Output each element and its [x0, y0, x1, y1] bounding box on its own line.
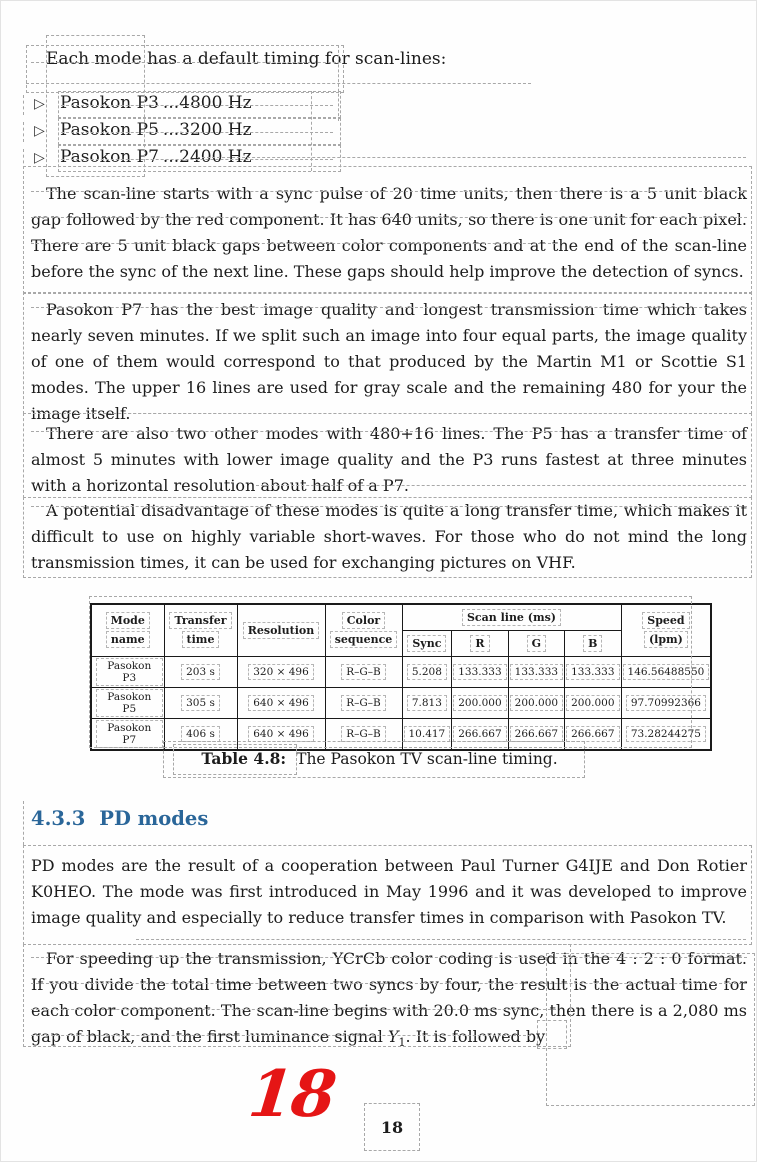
annotation-line: [311, 91, 312, 171]
section-heading: [31, 807, 208, 830]
cell-transfer: 203 s: [164, 656, 237, 687]
col-header-color: Color sequence: [325, 604, 402, 656]
cell-g: 200.000: [508, 687, 564, 718]
cell-speed: 97.70992366: [621, 687, 711, 718]
annotation-line: [23, 801, 24, 845]
cell-color: R–G–B: [325, 656, 402, 687]
list-item: [34, 147, 252, 167]
triangle-bullet-icon: ▷: [34, 123, 45, 139]
cell-speed: 146.56488550: [621, 656, 711, 687]
table-row: [91, 687, 711, 718]
timing-table: [90, 603, 712, 751]
paragraph: The scan-line starts with a sync pulse of 20 time units, then there is a 5 unit black gap followed by the red component. It has 640 units, so there is one unit for each pixel. There are 5 unit black gaps between color components and at the end of the scan-line before the sync of the next line. These gaps should help improve the detection of syncs.: [31, 184, 747, 281]
mode-name: Pasokon P3: [60, 93, 159, 113]
col-header-transfer: Transfer time: [164, 604, 237, 656]
cell-mode: Pasokon P3: [91, 656, 164, 687]
list-item: [34, 93, 252, 113]
cell-r: 133.333: [452, 656, 508, 687]
paragraph: PD modes are the result of a cooperation between Paul Turner G4IJE and Don Rotier K0HEO. The mode was first introduced in May 1996 and it was developed to improve image quality and especially to reduce transfer times in comparison with Pasokon TV.: [31, 856, 747, 927]
cell-resolution: 640 × 496: [237, 687, 325, 718]
cell-b: 266.667: [565, 718, 621, 750]
paragraph: There are also two other modes with 480+16 lines. The P5 has a transfer time of almost 5 minutes with lower image quality and the P3 runs fastest at three minutes with a horizontal resolution about half of a P7.: [31, 424, 747, 495]
mode-name: Pasokon P7: [60, 147, 159, 167]
mode-frequency: ...4800 Hz: [162, 93, 252, 113]
col-header-resolution: Resolution: [237, 604, 325, 656]
cell-resolution: 640 × 496: [237, 718, 325, 750]
paragraph-text: For speeding up the transmission, YCrCb color coding is used in the 4 : 2 : 0 format. If you divide the total time between two syncs by four, the result is the actual time for each color component. The scan-line begins with 20.0 ms sync, then there is a 2,080 ms gap of black, and the first luminance signal: [31, 949, 747, 1046]
annotation-line: [23, 149, 24, 169]
cell-speed: 73.28244275: [621, 718, 711, 750]
triangle-bullet-icon: ▷: [34, 96, 45, 112]
luminance-symbol: Y: [387, 1027, 399, 1046]
luminance-subscript: 1: [398, 1036, 406, 1049]
cell-transfer: 406 s: [164, 718, 237, 750]
annotation-line: [197, 157, 746, 158]
col-header-mode: Mode name: [91, 604, 164, 656]
table-caption: [1, 749, 757, 768]
col-header-scanline-group: Scan line (ms): [402, 604, 621, 630]
annotation-line: [23, 95, 24, 115]
table-caption-label: Table 4.8:: [201, 749, 287, 768]
cell-transfer: 305 s: [164, 687, 237, 718]
cell-r: 200.000: [452, 687, 508, 718]
triangle-bullet-icon: ▷: [34, 150, 45, 166]
col-header-g: G: [508, 630, 564, 656]
cell-color: R–G–B: [325, 718, 402, 750]
paragraph: A potential disadvantage of these modes is quite a long transfer time, which makes it difficult to use on highly variable short-waves. For those who do not mind the long transmission times, it can be used for exchanging pictures on VHF.: [31, 501, 747, 572]
cell-r: 266.667: [452, 718, 508, 750]
paragraph: [31, 946, 747, 1056]
cell-sync: 10.417: [402, 718, 452, 750]
table-row: [91, 718, 711, 750]
cell-mode: Pasokon P5: [91, 687, 164, 718]
annotation-line: [136, 939, 746, 940]
section-title: PD modes: [99, 807, 209, 830]
red-stamp-number: 18: [245, 1057, 339, 1132]
section-number: 4.3.3: [31, 807, 86, 830]
mode-frequency: ...3200 Hz: [162, 120, 252, 140]
cell-g: 133.333: [508, 656, 564, 687]
table-caption-text: The Pasokon TV scan-line timing.: [296, 750, 558, 768]
intro-line: Each mode has a default timing for scan-lines:: [46, 49, 447, 69]
annotation-line: [23, 122, 24, 142]
mode-name: Pasokon P5: [60, 120, 159, 140]
cell-sync: 7.813: [402, 687, 452, 718]
col-header-sync: Sync: [402, 630, 452, 656]
list-item: [34, 120, 252, 140]
cell-resolution: 320 × 496: [237, 656, 325, 687]
col-header-speed: Speed (lpm): [621, 604, 711, 656]
cell-g: 266.667: [508, 718, 564, 750]
cell-mode: Pasokon P7: [91, 718, 164, 750]
cell-b: 200.000: [565, 687, 621, 718]
annotation-line: [26, 83, 531, 84]
col-header-b: B: [565, 630, 621, 656]
cell-sync: 5.208: [402, 656, 452, 687]
page-number: 18: [364, 1103, 420, 1151]
paragraph-text: . It is followed by: [405, 1027, 546, 1046]
mode-frequency: ...2400 Hz: [162, 147, 252, 167]
cell-b: 133.333: [565, 656, 621, 687]
col-header-r: R: [452, 630, 508, 656]
table-row: [91, 656, 711, 687]
paragraph: Pasokon P7 has the best image quality and longest transmission time which takes nearly seven minutes. If we split such an image into four equal parts, the image quality of one of them would correspond to that produced by the Martin M1 or Scottie S1 modes. The upper 16 lines are used for gray scale and the remaining 480 for your the image itself.: [31, 300, 747, 423]
cell-color: R–G–B: [325, 687, 402, 718]
